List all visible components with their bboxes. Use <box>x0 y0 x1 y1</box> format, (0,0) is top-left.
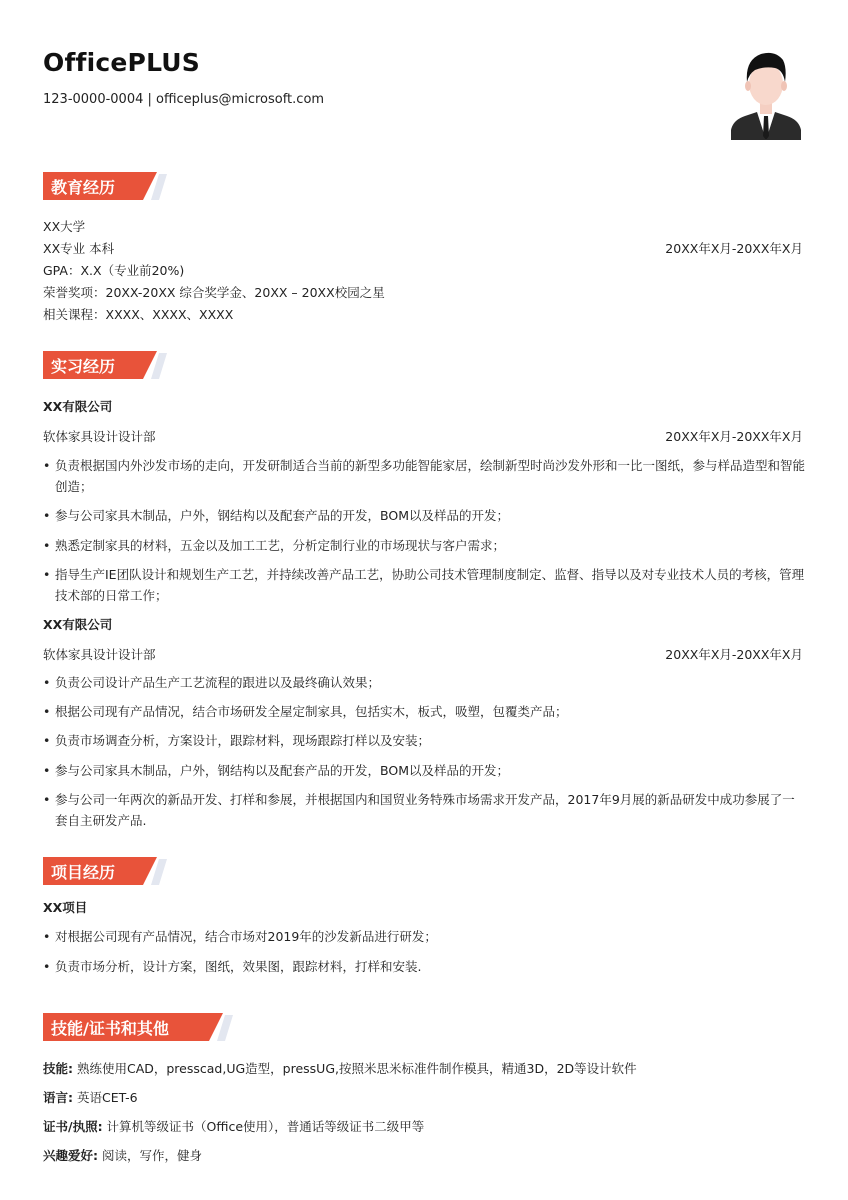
job-date: 20XX年X月-20XX年X月 <box>665 429 803 444</box>
contact-info: 123-0000-0004 | officeplus@microsoft.com <box>43 92 325 107</box>
skill-label: 技能: <box>43 1061 73 1076</box>
section-title: 项目经历 <box>51 863 116 882</box>
list-item: • 指导生产IE团队设计和规划生产工艺，并持续改善产品工艺，协助公司技术管理制度制定、监督、指导以及对专业技术人员的考核，管理技术部的日常工作； <box>43 564 805 606</box>
major-row <box>43 240 803 258</box>
hobby-value: 阅读，写作，健身 <box>98 1148 202 1163</box>
gpa: GPA：X.X（专业前20%) <box>43 263 185 278</box>
list-item: • 熟悉定制家具的材料，五金以及加工工艺，分析定制行业的市场现状与客户需求； <box>43 535 805 556</box>
section-title: 技能/证书和其他 <box>51 1019 169 1038</box>
section-skills-header <box>43 1013 243 1041</box>
resume-name: OfficePLUS <box>43 48 201 77</box>
department: 软体家具设计设计部 <box>43 429 156 444</box>
hobby-label: 兴趣爱好: <box>43 1148 98 1163</box>
list-item: • 对根据公司现有产品情况，结合市场对2019年的沙发新品进行研发； <box>43 926 805 947</box>
list-item: • 负责市场调查分析，方案设计，跟踪材料，现场跟踪打样以及安装； <box>43 730 805 751</box>
certificate-label: 证书/执照: <box>43 1119 103 1134</box>
list-item: • 参与公司一年两次的新品开发、打样和参展，并根据国内和国贸业务特殊市场需求开发产品，2017年9月展的新品研发中成功参展了一套自主研发产品. <box>43 789 805 831</box>
job-row <box>43 428 803 446</box>
list-item: • 负责根据国内外沙发市场的走向，开发研制适合当前的新型多功能智能家居，绘制新型时尚沙发外形和一比一图纸，参与样品造型和智能创造； <box>43 455 805 497</box>
education-date: 20XX年X月-20XX年X月 <box>665 241 803 256</box>
department: 软体家具设计设计部 <box>43 647 156 662</box>
skills-row <box>43 1060 637 1078</box>
courses: 相关课程：XXXX、XXXX、XXXX <box>43 307 234 322</box>
section-education-header <box>43 172 173 200</box>
language-label: 语言: <box>43 1090 73 1105</box>
certificate-value: 计算机等级证书（Office使用），普通话等级证书二级甲等 <box>102 1119 425 1134</box>
school-name: XX大学 <box>43 219 86 234</box>
job-row <box>43 646 803 664</box>
section-title: 教育经历 <box>51 178 116 197</box>
section-title: 实习经历 <box>51 357 116 376</box>
avatar <box>731 46 801 140</box>
job-date: 20XX年X月-20XX年X月 <box>665 647 803 662</box>
hobby-row <box>43 1147 202 1165</box>
awards: 荣誉奖项：20XX-20XX 综合奖学金、20XX – 20XX校园之星 <box>43 285 385 300</box>
language-row <box>43 1089 138 1107</box>
project-name: XX项目 <box>43 900 88 915</box>
certificate-row <box>43 1118 424 1136</box>
major: XX专业 本科 <box>43 241 115 256</box>
language-value: 英语CET-6 <box>73 1090 138 1105</box>
skill-value: 熟练使用CAD，presscad,UG造型，pressUG,按照米思米标准件制作模具，精通3D，2D等设计软件 <box>73 1061 637 1076</box>
list-item: • 根据公司现有产品情况，结合市场研发全屋定制家具，包括实木，板式，吸塑，包覆类产品； <box>43 701 805 722</box>
list-item: • 参与公司家具木制品，户外，钢结构以及配套产品的开发，BOM以及样品的开发； <box>43 760 805 781</box>
company-name: XX有限公司 <box>43 399 113 414</box>
list-item: • 参与公司家具木制品，户外，钢结构以及配套产品的开发，BOM以及样品的开发； <box>43 505 805 526</box>
list-item: • 负责公司设计产品生产工艺流程的跟进以及最终确认效果； <box>43 672 805 693</box>
section-internship-header <box>43 351 173 379</box>
section-projects-header <box>43 857 173 885</box>
list-item: • 负责市场分析，设计方案，图纸，效果图，跟踪材料，打样和安装. <box>43 956 805 977</box>
company-name: XX有限公司 <box>43 617 113 632</box>
